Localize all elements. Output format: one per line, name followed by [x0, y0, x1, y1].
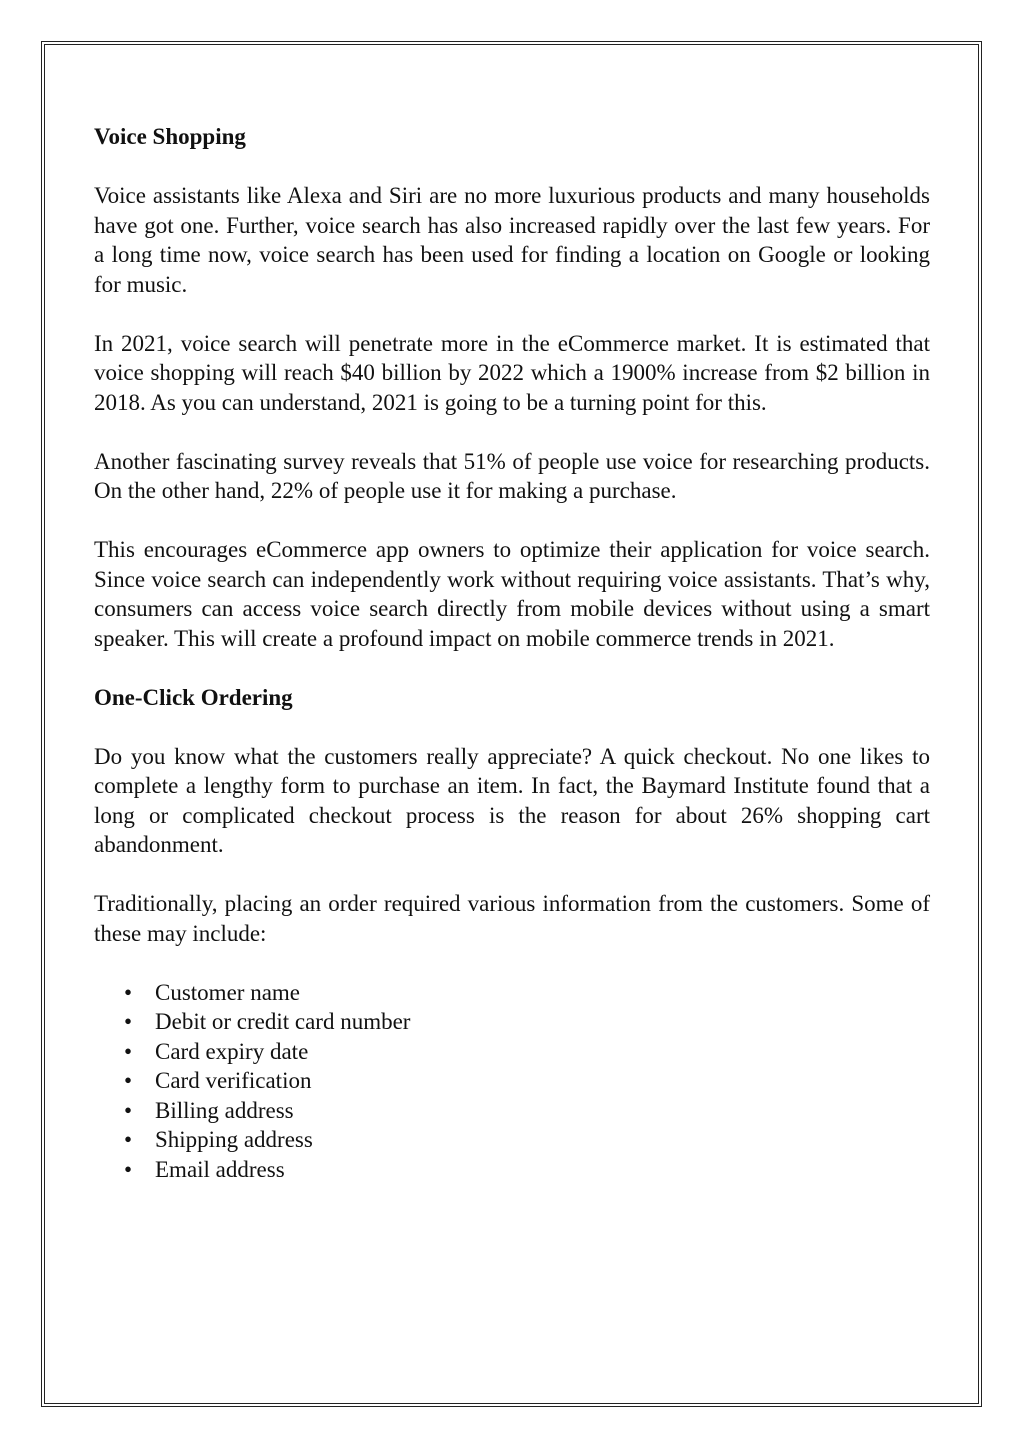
list-item	[94, 978, 930, 1008]
paragraph: This encourages eCommerce app owners to optimize their application for voice search. Since voice search can independently work without requiring voice assistants. That’s why, consumers can access voice search directly from mobile devices without using a smart speaker. This will create a profound impact on mobile commerce trends in 2021.	[94, 537, 930, 651]
bullet-icon: •	[124, 1068, 133, 1093]
list-item-text: Email address	[155, 1156, 285, 1182]
bullet-icon: •	[124, 1156, 133, 1182]
list-item	[94, 1066, 930, 1096]
document-body	[94, 122, 930, 1184]
list-item-text: Card expiry date	[155, 1038, 309, 1064]
list-item	[94, 1125, 930, 1155]
list-item-text: Customer name	[155, 979, 300, 1005]
bullet-icon: •	[124, 1097, 133, 1123]
bullet-icon: •	[124, 1038, 133, 1064]
bullet-icon: •	[124, 979, 133, 1005]
list-item	[94, 1155, 930, 1185]
section-voice-shopping	[94, 122, 930, 653]
list-item-text: Billing address	[155, 1097, 294, 1123]
bullet-icon: •	[124, 1009, 133, 1034]
list-item	[94, 1096, 930, 1126]
bullet-icon: •	[124, 1127, 133, 1152]
list-item-text: Debit or credit card number	[155, 1009, 411, 1034]
section-one-click-ordering	[94, 683, 930, 949]
list-item-text: Shipping address	[155, 1127, 313, 1152]
paragraph: Voice assistants like Alexa and Siri are no more luxurious products and many households have got one. Further, voice search has also increased rapidly over the last few years. For a long time now, voice search has been used for finding a location on Google or looking for music.	[94, 183, 930, 297]
section-heading: One-Click Ordering	[94, 684, 293, 710]
list-item	[94, 1007, 930, 1037]
paragraph: Do you know what the customers really appreciate? A quick checkout. No one likes to complete a lengthy form to purchase an item. In fact, the Baymard Institute found that a long or complicated checkout process is the reason for about 26% shopping cart abandonment.	[94, 743, 930, 857]
list-item	[94, 1037, 930, 1067]
paragraph: In 2021, voice search will penetrate more in the eCommerce market. It is estimated that voice shopping will reach $40 billion by 2022 which a 1900% increase from $2 billion in 2018. As you can understand, 2021 is going to be a turning point for this.	[94, 330, 930, 415]
section-heading: Voice Shopping	[94, 124, 246, 149]
list-item-text: Card verification	[155, 1068, 312, 1093]
paragraph: Another fascinating survey reveals that 51% of people use voice for researching products. On the other hand, 22% of people use it for making a purchase.	[94, 448, 930, 503]
paragraph: Traditionally, placing an order required various information from the customers. Some of these may include:	[94, 891, 930, 946]
bullet-list	[94, 978, 930, 1185]
